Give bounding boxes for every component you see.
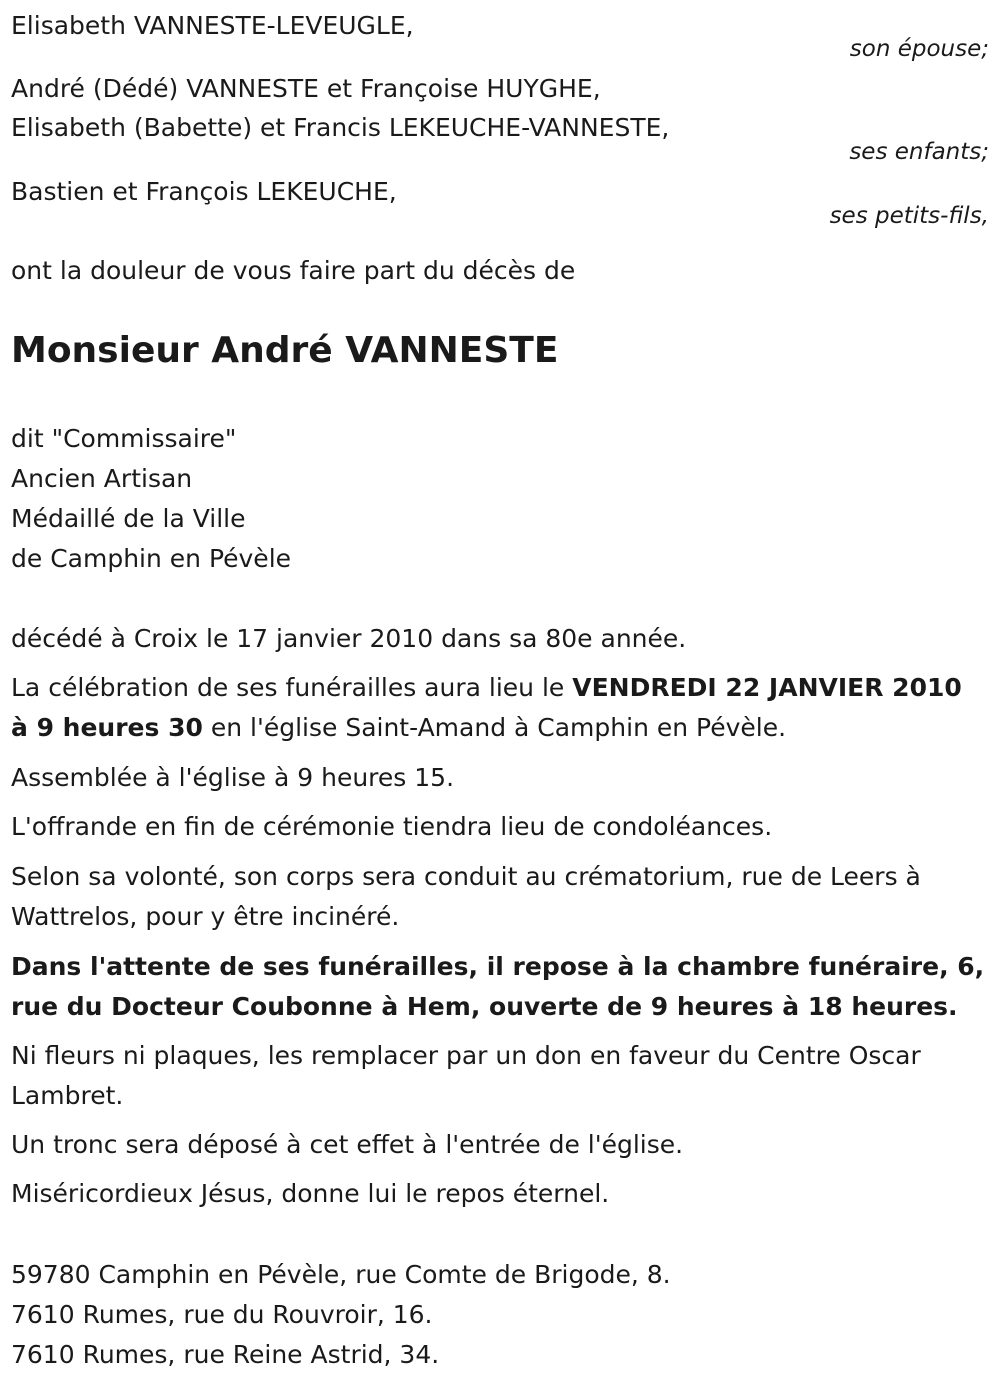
deceased-title-3: de Camphin en Pévèle	[11, 544, 292, 573]
collection-info: Un tronc sera déposé à cet effet à l'entrée de l'église.	[11, 1130, 684, 1159]
death-info: décédé à Croix le 17 janvier 2010 dans sa 80e année.	[11, 624, 687, 653]
ceremony-location: en l'église Saint-Amand à Camphin en Pévèle.	[202, 713, 787, 742]
deceased-nickname: dit "Commissaire"	[11, 424, 237, 453]
announcement-text: ont la douleur de vous faire part du décès de	[11, 256, 576, 285]
prayer: Miséricordieux Jésus, donne lui le repos éternel.	[11, 1179, 610, 1208]
child-1: André (Dédé) VANNESTE et Françoise HUYGHE,	[11, 74, 601, 103]
grandchildren: Bastien et François LEKEUCHE,	[11, 177, 397, 206]
assembly-info: Assemblée à l'église à 9 heures 15.	[11, 763, 455, 792]
grandchildren-role: ses petits-fils,	[829, 203, 989, 229]
spouse-role: son épouse;	[849, 36, 989, 62]
deceased-title-1: Ancien Artisan	[11, 464, 193, 493]
flowers-info: Ni fleurs ni plaques, les remplacer par un don en faveur du Centre Oscar Lambret.	[11, 1041, 921, 1110]
child-2: Elisabeth (Babette) et Francis LEKEUCHE-VANNESTE,	[11, 113, 670, 142]
ceremony-paragraph	[11, 668, 986, 748]
deceased-title-2: Médaillé de la Ville	[11, 504, 246, 533]
repose-info: Dans l'attente de ses funérailles, il repose à la chambre funéraire, 6, rue du Docteur Coubonne à Hem, ouverte de 9 heures à 18 heures.	[11, 952, 985, 1021]
address-2: 7610 Rumes, rue du Rouvroir, 16.	[11, 1300, 433, 1329]
ceremony-time: à 9 heures 30	[11, 713, 203, 742]
address-1: 59780 Camphin en Pévèle, rue Comte de Brigode, 8.	[11, 1260, 671, 1289]
children-role: ses enfants;	[849, 139, 989, 165]
cremation-info: Selon sa volonté, son corps sera conduit au crématorium, rue de Leers à Wattrelos, pour y être incinéré.	[11, 862, 921, 931]
offering-info: L'offrande en fin de cérémonie tiendra lieu de condoléances.	[11, 812, 773, 841]
ceremony-date: VENDREDI 22 JANVIER 2010	[572, 673, 962, 702]
ceremony-intro: La célébration de ses funérailles aura lieu le	[11, 673, 573, 702]
spouse-name: Elisabeth VANNESTE-LEVEUGLE,	[11, 11, 414, 40]
address-3: 7610 Rumes, rue Reine Astrid, 34.	[11, 1340, 440, 1369]
deceased-name: Monsieur André VANNESTE	[11, 330, 559, 371]
